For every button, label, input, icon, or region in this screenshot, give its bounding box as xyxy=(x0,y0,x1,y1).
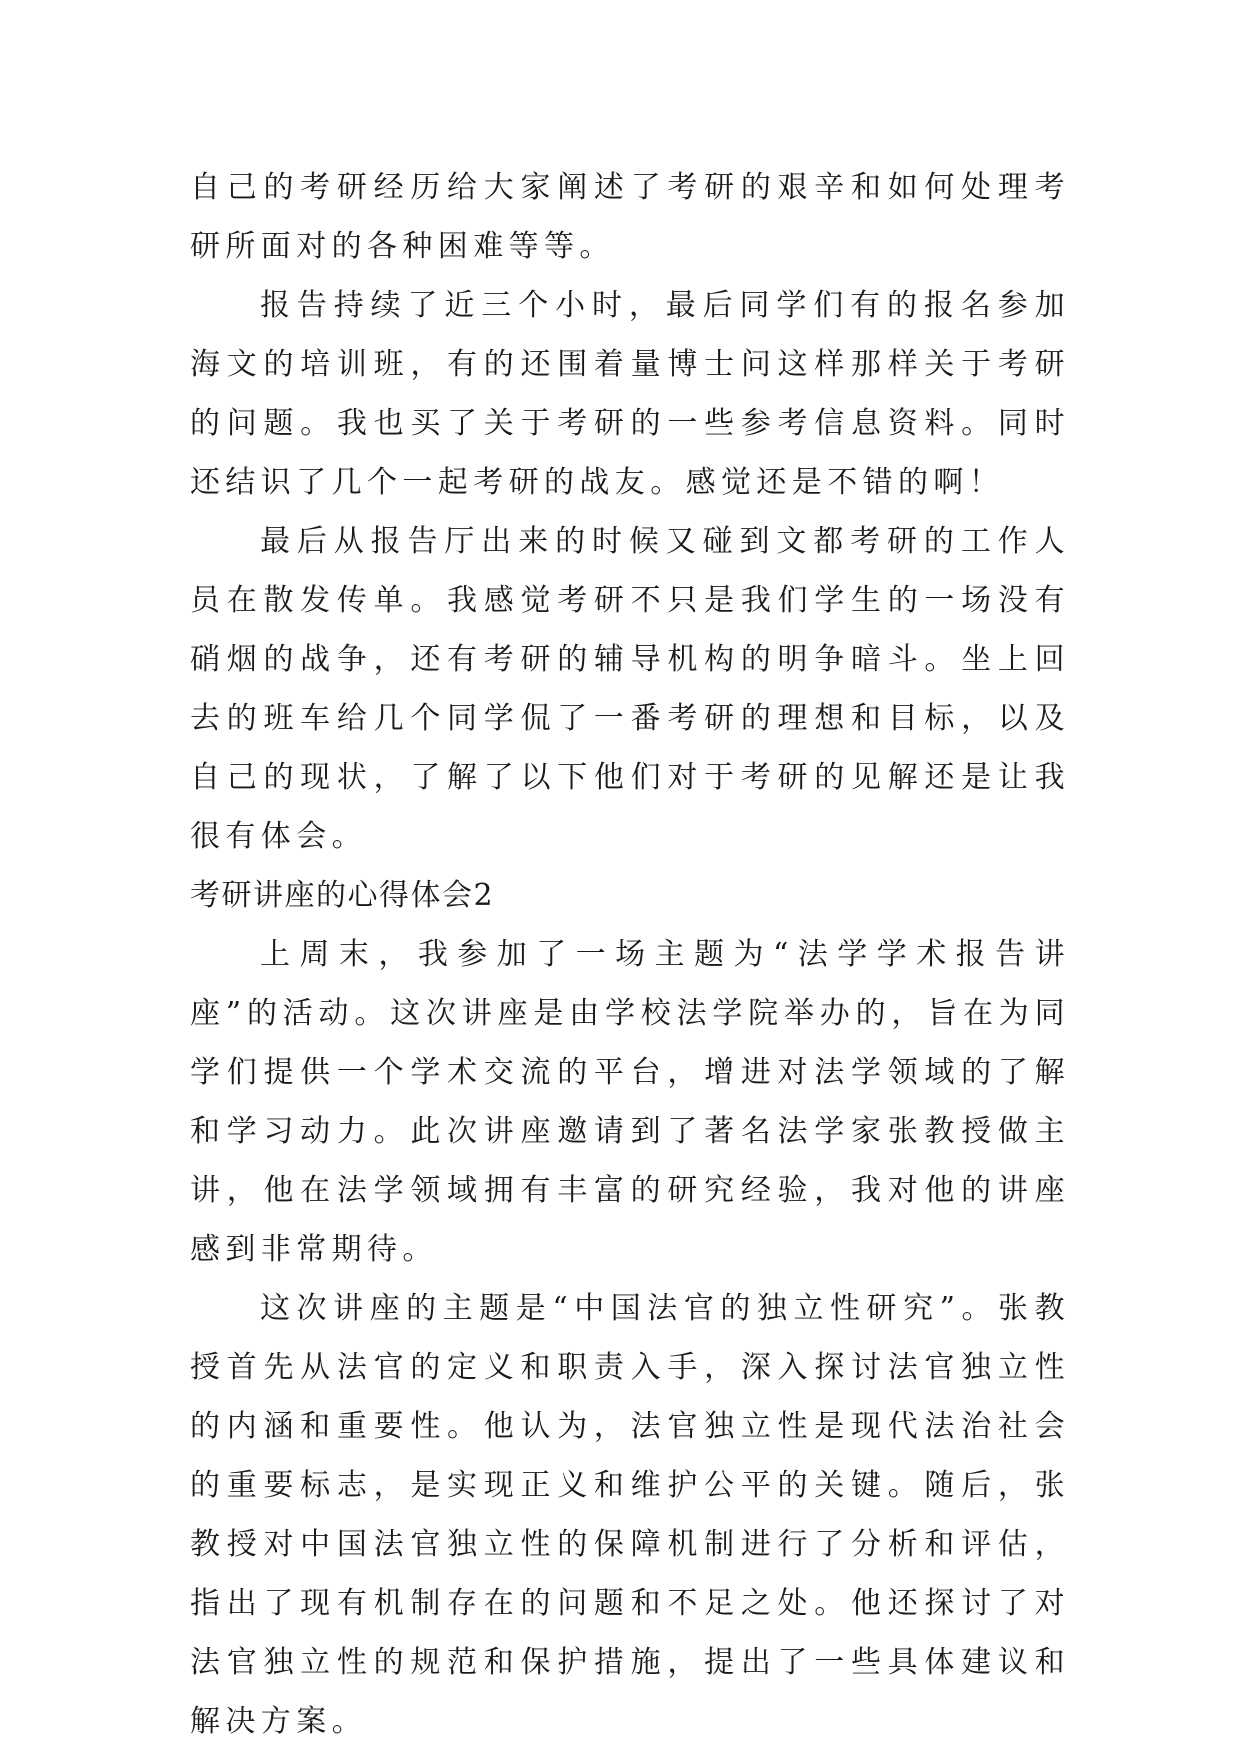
paragraph-4: 上周末，我参加了一场主题为“法学学术报告讲座”的活动。这次讲座是由学校法学院举办的，旨在为同学们提供一个学术交流的平台，增进对法学领域的了解和学习动力。此次讲座邀请到了著名法学家张教授做主讲，他在法学领域拥有丰富的研究经验，我对他的讲座感到非常期待。 xyxy=(190,937,1070,1267)
paragraph-2: 报告持续了近三个小时，最后同学们有的报名参加海文的培训班，有的还围着量博士问这样那样关于考研的问题。我也买了关于考研的一些参考信息资料。同时还结识了几个一起考研的战友。感觉还是不错的啊！ xyxy=(190,288,1070,500)
paragraph-1: 自己的考研经历给大家阐述了考研的艰辛和如何处理考研所面对的各种困难等等。 xyxy=(190,170,1070,264)
document-body xyxy=(190,158,1070,1751)
paragraph-5: 这次讲座的主题是“中国法官的独立性研究”。张教授首先从法官的定义和职责入手，深入探讨法官独立性的内涵和重要性。他认为，法官独立性是现代法治社会的重要标志，是实现正义和维护公平的关键。随后，张教授对中国法官独立性的保障机制进行了分析和评估，指出了现有机制存在的问题和不足之处。他还探讨了对法官独立性的规范和保护措施，提出了一些具体建议和解决方案。 xyxy=(190,1291,1070,1739)
section-heading: 考研讲座的心得体会2 xyxy=(190,878,495,913)
paragraph-3: 最后从报告厅出来的时候又碰到文都考研的工作人员在散发传单。我感觉考研不只是我们学生的一场没有硝烟的战争，还有考研的辅导机构的明争暗斗。坐上回去的班车给几个同学侃了一番考研的理想和目标，以及自己的现状，了解了以下他们对于考研的见解还是让我很有体会。 xyxy=(190,524,1070,854)
